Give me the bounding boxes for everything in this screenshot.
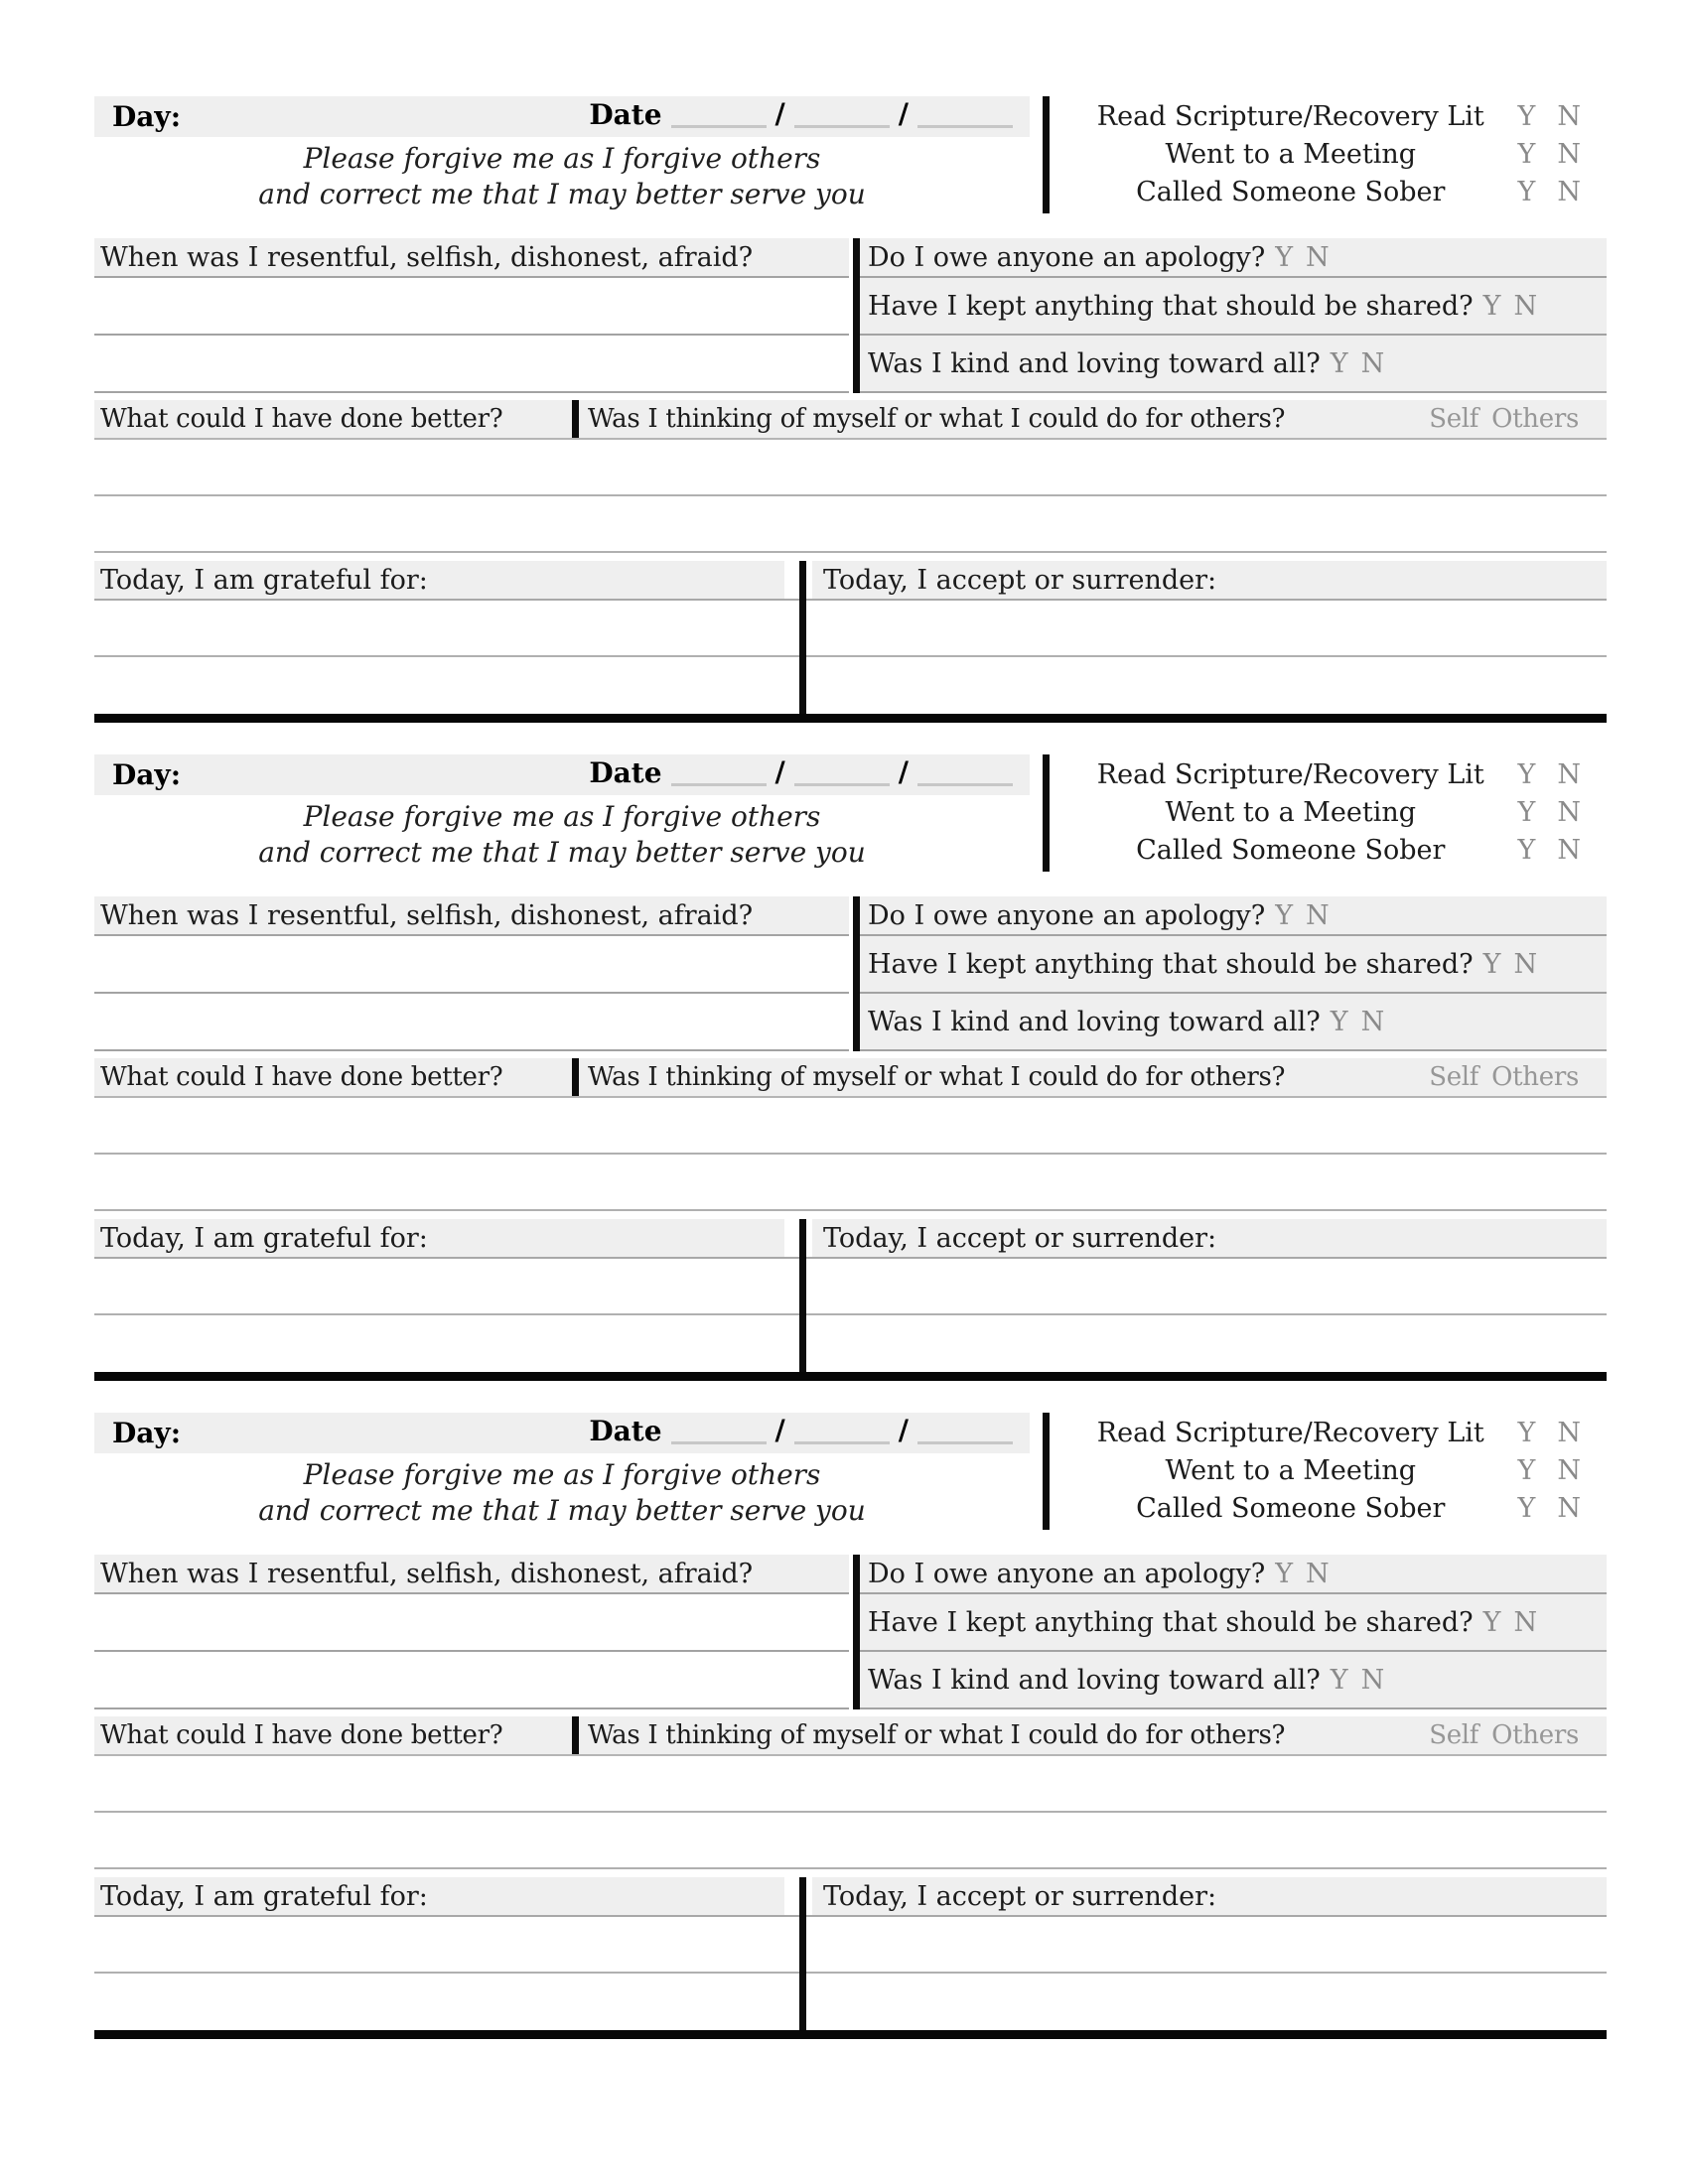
yes-no-options bbox=[1331, 1007, 1384, 1037]
writing-line[interactable] bbox=[94, 1756, 1607, 1813]
date-year-field[interactable] bbox=[917, 102, 1013, 128]
date-month-field[interactable] bbox=[671, 760, 767, 786]
yes-no-options bbox=[1518, 1493, 1581, 1524]
yes-option[interactable]: Y bbox=[1275, 1558, 1294, 1589]
writing-line[interactable] bbox=[94, 1315, 1607, 1372]
day-label: Day: bbox=[112, 1417, 182, 1449]
questions-section bbox=[94, 238, 1607, 393]
date-separator: / bbox=[898, 97, 909, 130]
no-option[interactable]: N bbox=[1557, 100, 1581, 132]
question-row bbox=[860, 1652, 1607, 1709]
surrender-label: Today, I accept or surrender: bbox=[812, 1877, 1607, 1915]
date-group bbox=[589, 1415, 1022, 1451]
date-month-field[interactable] bbox=[671, 1419, 767, 1444]
no-option[interactable]: N bbox=[1557, 758, 1581, 790]
done-better-question: What could I have done better? bbox=[100, 1062, 503, 1092]
yes-no-options bbox=[1275, 900, 1329, 931]
resentful-question-label: When was I resentful, selfish, dishonest, afraid? bbox=[94, 1555, 849, 1594]
prayer-line-1: Please forgive me as I forgive others bbox=[303, 142, 821, 175]
checklist-label: Read Scripture/Recovery Lit bbox=[1096, 758, 1484, 790]
writing-line[interactable] bbox=[94, 336, 849, 393]
question-row bbox=[860, 278, 1607, 336]
writing-line[interactable] bbox=[94, 1594, 849, 1652]
date-separator: / bbox=[774, 1414, 785, 1446]
checklist-label: Went to a Meeting bbox=[1165, 796, 1417, 828]
gratitude-section bbox=[94, 561, 1607, 714]
daily-inventory-block bbox=[94, 96, 1607, 723]
checklist-label: Read Scripture/Recovery Lit bbox=[1096, 1417, 1484, 1448]
no-option[interactable]: N bbox=[1360, 1664, 1385, 1696]
no-option[interactable]: N bbox=[1513, 290, 1538, 322]
prayer-text bbox=[94, 1453, 1030, 1529]
checklist-label: Went to a Meeting bbox=[1165, 138, 1417, 170]
date-label: Date bbox=[589, 756, 662, 789]
yes-no-options bbox=[1331, 1665, 1384, 1696]
yes-option[interactable]: Y bbox=[1517, 758, 1536, 790]
gratitude-header-row bbox=[94, 1219, 1607, 1259]
grateful-label: Today, I am grateful for: bbox=[94, 1877, 784, 1915]
gratitude-section bbox=[94, 1219, 1607, 1372]
resentful-question-column bbox=[94, 238, 849, 393]
done-better-vertical-divider bbox=[572, 1716, 579, 1754]
yes-option[interactable]: Y bbox=[1275, 899, 1294, 931]
checklist-label: Called Someone Sober bbox=[1136, 834, 1446, 866]
day-date-bar bbox=[94, 754, 1030, 795]
question-text: Do I owe anyone an apology? bbox=[868, 899, 1266, 931]
writing-line[interactable] bbox=[94, 1917, 1607, 1974]
writing-line[interactable] bbox=[94, 278, 849, 336]
yes-no-options bbox=[1518, 101, 1581, 132]
date-separator: / bbox=[898, 755, 909, 788]
resentful-question-column bbox=[94, 896, 849, 1051]
self-others-options bbox=[1429, 404, 1579, 434]
question-text: Have I kept anything that should be shared? bbox=[868, 948, 1474, 980]
question-text: Was I kind and loving toward all? bbox=[868, 1664, 1321, 1696]
gratitude-vertical-divider bbox=[799, 1219, 806, 1372]
gratitude-header-row bbox=[94, 561, 1607, 601]
gratitude-section bbox=[94, 1877, 1607, 2030]
gratitude-header-gap bbox=[784, 1219, 812, 1257]
checklist-row bbox=[1069, 793, 1581, 831]
question-text: Was I kind and loving toward all? bbox=[868, 1006, 1321, 1037]
day-date-bar bbox=[94, 1413, 1030, 1453]
done-better-row bbox=[94, 1058, 1607, 1098]
writing-line[interactable] bbox=[94, 440, 1607, 496]
checklist-row bbox=[1069, 1451, 1581, 1489]
checklist-row bbox=[1069, 1489, 1581, 1527]
question-row bbox=[860, 336, 1607, 393]
no-option[interactable]: N bbox=[1557, 176, 1581, 207]
prayer-line-2: and correct me that I may better serve you bbox=[258, 836, 866, 869]
self-option[interactable]: Self bbox=[1429, 404, 1479, 434]
question-row bbox=[860, 994, 1607, 1051]
surrender-label: Today, I accept or surrender: bbox=[812, 561, 1607, 599]
yes-option[interactable]: Y bbox=[1330, 1006, 1348, 1037]
yes-option[interactable]: Y bbox=[1330, 1664, 1348, 1696]
writing-line[interactable] bbox=[94, 1974, 1607, 2030]
prayer-line-2: and correct me that I may better serve you bbox=[258, 178, 866, 210]
no-option[interactable]: N bbox=[1557, 1454, 1581, 1486]
yes-option[interactable]: Y bbox=[1517, 100, 1536, 132]
resentful-question-label: When was I resentful, selfish, dishonest, afraid? bbox=[94, 238, 849, 278]
yes-no-options bbox=[1331, 348, 1384, 379]
yes-option[interactable]: Y bbox=[1517, 176, 1536, 207]
header-vertical-divider bbox=[1043, 754, 1050, 872]
no-option[interactable]: N bbox=[1513, 1606, 1538, 1638]
prayer-line-2: and correct me that I may better serve you bbox=[258, 1494, 866, 1527]
yes-option[interactable]: Y bbox=[1482, 290, 1501, 322]
block-divider bbox=[94, 2030, 1607, 2039]
others-option[interactable]: Others bbox=[1491, 404, 1579, 434]
writing-line[interactable] bbox=[94, 1098, 1607, 1155]
yes-no-options bbox=[1275, 1559, 1329, 1589]
writing-line[interactable] bbox=[94, 496, 1607, 553]
no-option[interactable]: N bbox=[1557, 138, 1581, 170]
gratitude-vertical-divider bbox=[799, 561, 806, 714]
yes-no-options bbox=[1518, 835, 1581, 866]
question-text: Have I kept anything that should be shared? bbox=[868, 1606, 1474, 1638]
checklist-label: Called Someone Sober bbox=[1136, 176, 1446, 207]
done-better-row bbox=[94, 400, 1607, 440]
self-option[interactable]: Self bbox=[1429, 1720, 1479, 1750]
checklist-row bbox=[1069, 173, 1581, 210]
yes-no-options bbox=[1518, 759, 1581, 790]
date-day-field[interactable] bbox=[794, 1419, 890, 1444]
others-option[interactable]: Others bbox=[1491, 1720, 1579, 1750]
gratitude-header-gap bbox=[784, 561, 812, 599]
day-label: Day: bbox=[112, 100, 182, 133]
done-better-vertical-divider bbox=[572, 400, 579, 438]
questions-section bbox=[94, 896, 1607, 1051]
yes-option[interactable]: Y bbox=[1517, 138, 1536, 170]
day-date-bar bbox=[94, 96, 1030, 137]
header-area bbox=[94, 96, 1607, 213]
header-left-column bbox=[94, 1413, 1030, 1530]
yes-option[interactable]: Y bbox=[1517, 1454, 1536, 1486]
yes-no-options bbox=[1518, 1418, 1581, 1448]
questions-vertical-divider bbox=[853, 1555, 860, 1709]
thinking-question: Was I thinking of myself or what I could do for others? bbox=[588, 1720, 1286, 1750]
checklist-label: Read Scripture/Recovery Lit bbox=[1096, 100, 1484, 132]
no-option[interactable]: N bbox=[1557, 1492, 1581, 1524]
done-better-row bbox=[94, 1716, 1607, 1756]
questions-vertical-divider bbox=[853, 896, 860, 1051]
yes-no-options bbox=[1275, 242, 1329, 273]
checklist-row bbox=[1069, 135, 1581, 173]
date-month-field[interactable] bbox=[671, 102, 767, 128]
checklist-row bbox=[1069, 831, 1581, 869]
question-row bbox=[860, 896, 1607, 936]
question-text: Was I kind and loving toward all? bbox=[868, 347, 1321, 379]
resentful-question-label: When was I resentful, selfish, dishonest, afraid? bbox=[94, 896, 849, 936]
header-area bbox=[94, 754, 1607, 872]
block-divider bbox=[94, 714, 1607, 723]
done-better-question: What could I have done better? bbox=[100, 404, 503, 434]
no-option[interactable]: N bbox=[1360, 1006, 1385, 1037]
self-others-options bbox=[1429, 1720, 1579, 1750]
gratitude-vertical-divider bbox=[799, 1877, 806, 2030]
writing-line[interactable] bbox=[94, 994, 849, 1051]
header-vertical-divider bbox=[1043, 96, 1050, 213]
daily-checklist bbox=[1050, 754, 1607, 872]
self-others-options bbox=[1429, 1062, 1579, 1092]
date-separator: / bbox=[898, 1414, 909, 1446]
no-option[interactable]: N bbox=[1557, 834, 1581, 866]
writing-line[interactable] bbox=[94, 936, 849, 994]
yes-option[interactable]: Y bbox=[1517, 796, 1536, 828]
checklist-row bbox=[1069, 1414, 1581, 1451]
question-text: Do I owe anyone an apology? bbox=[868, 241, 1266, 273]
daily-inventory-block bbox=[94, 754, 1607, 1381]
thinking-question: Was I thinking of myself or what I could do for others? bbox=[588, 1062, 1286, 1092]
self-option[interactable]: Self bbox=[1429, 1062, 1479, 1092]
gratitude-header-row bbox=[94, 1877, 1607, 1917]
surrender-label: Today, I accept or surrender: bbox=[812, 1219, 1607, 1257]
date-year-field[interactable] bbox=[917, 760, 1013, 786]
prayer-text bbox=[94, 137, 1030, 212]
yes-no-options bbox=[1518, 177, 1581, 207]
yes-no-questions-column bbox=[860, 238, 1607, 393]
date-separator: / bbox=[774, 755, 785, 788]
date-day-field[interactable] bbox=[794, 102, 890, 128]
writing-line[interactable] bbox=[94, 601, 1607, 657]
writing-line[interactable] bbox=[94, 1652, 849, 1709]
checklist-row bbox=[1069, 755, 1581, 793]
no-option[interactable]: N bbox=[1306, 899, 1330, 931]
thinking-question: Was I thinking of myself or what I could do for others? bbox=[588, 404, 1286, 434]
no-option[interactable]: N bbox=[1513, 948, 1538, 980]
yes-no-options bbox=[1518, 1455, 1581, 1486]
yes-no-questions-column bbox=[860, 896, 1607, 1051]
no-option[interactable]: N bbox=[1306, 1558, 1330, 1589]
writing-line[interactable] bbox=[94, 1259, 1607, 1315]
date-label: Date bbox=[589, 98, 662, 131]
yes-option[interactable]: Y bbox=[1482, 948, 1501, 980]
grateful-label: Today, I am grateful for: bbox=[94, 1219, 784, 1257]
yes-no-options bbox=[1518, 797, 1581, 828]
no-option[interactable]: N bbox=[1557, 796, 1581, 828]
question-row bbox=[860, 1594, 1607, 1652]
question-row bbox=[860, 238, 1607, 278]
gratitude-header-gap bbox=[784, 1877, 812, 1915]
yes-option[interactable]: Y bbox=[1517, 1417, 1536, 1448]
date-separator: / bbox=[774, 97, 785, 130]
prayer-text bbox=[94, 795, 1030, 871]
no-option[interactable]: N bbox=[1306, 241, 1330, 273]
daily-inventory-block bbox=[94, 1413, 1607, 2039]
question-row bbox=[860, 1555, 1607, 1594]
done-better-question: What could I have done better? bbox=[100, 1720, 503, 1750]
header-left-column bbox=[94, 754, 1030, 872]
questions-section bbox=[94, 1555, 1607, 1709]
date-year-field[interactable] bbox=[917, 1419, 1013, 1444]
header-vertical-divider bbox=[1043, 1413, 1050, 1530]
block-divider bbox=[94, 1372, 1607, 1381]
daily-checklist bbox=[1050, 96, 1607, 213]
date-day-field[interactable] bbox=[794, 760, 890, 786]
yes-no-options bbox=[1483, 949, 1537, 980]
resentful-question-column bbox=[94, 1555, 849, 1709]
grateful-label: Today, I am grateful for: bbox=[94, 561, 784, 599]
checklist-row bbox=[1069, 97, 1581, 135]
question-text: Do I owe anyone an apology? bbox=[868, 1558, 1266, 1589]
question-row bbox=[860, 936, 1607, 994]
daily-checklist bbox=[1050, 1413, 1607, 1530]
yes-option[interactable]: Y bbox=[1330, 347, 1348, 379]
yes-no-options bbox=[1518, 139, 1581, 170]
header-left-column bbox=[94, 96, 1030, 213]
writing-line[interactable] bbox=[94, 1155, 1607, 1211]
yes-option[interactable]: Y bbox=[1517, 834, 1536, 866]
yes-no-options bbox=[1483, 291, 1537, 322]
questions-vertical-divider bbox=[853, 238, 860, 393]
yes-option[interactable]: Y bbox=[1517, 1492, 1536, 1524]
no-option[interactable]: N bbox=[1360, 347, 1385, 379]
prayer-line-1: Please forgive me as I forgive others bbox=[303, 800, 821, 833]
yes-option[interactable]: Y bbox=[1482, 1606, 1501, 1638]
yes-option[interactable]: Y bbox=[1275, 241, 1294, 273]
done-better-vertical-divider bbox=[572, 1058, 579, 1096]
date-label: Date bbox=[589, 1415, 662, 1447]
question-text: Have I kept anything that should be shared? bbox=[868, 290, 1474, 322]
checklist-label: Called Someone Sober bbox=[1136, 1492, 1446, 1524]
checklist-label: Went to a Meeting bbox=[1165, 1454, 1417, 1486]
no-option[interactable]: N bbox=[1557, 1417, 1581, 1448]
yes-no-questions-column bbox=[860, 1555, 1607, 1709]
date-group bbox=[589, 756, 1022, 793]
writing-line[interactable] bbox=[94, 1813, 1607, 1869]
writing-line[interactable] bbox=[94, 657, 1607, 714]
date-group bbox=[589, 98, 1022, 135]
others-option[interactable]: Others bbox=[1491, 1062, 1579, 1092]
day-label: Day: bbox=[112, 758, 182, 791]
prayer-line-1: Please forgive me as I forgive others bbox=[303, 1458, 821, 1491]
yes-no-options bbox=[1483, 1607, 1537, 1638]
header-area bbox=[94, 1413, 1607, 1530]
